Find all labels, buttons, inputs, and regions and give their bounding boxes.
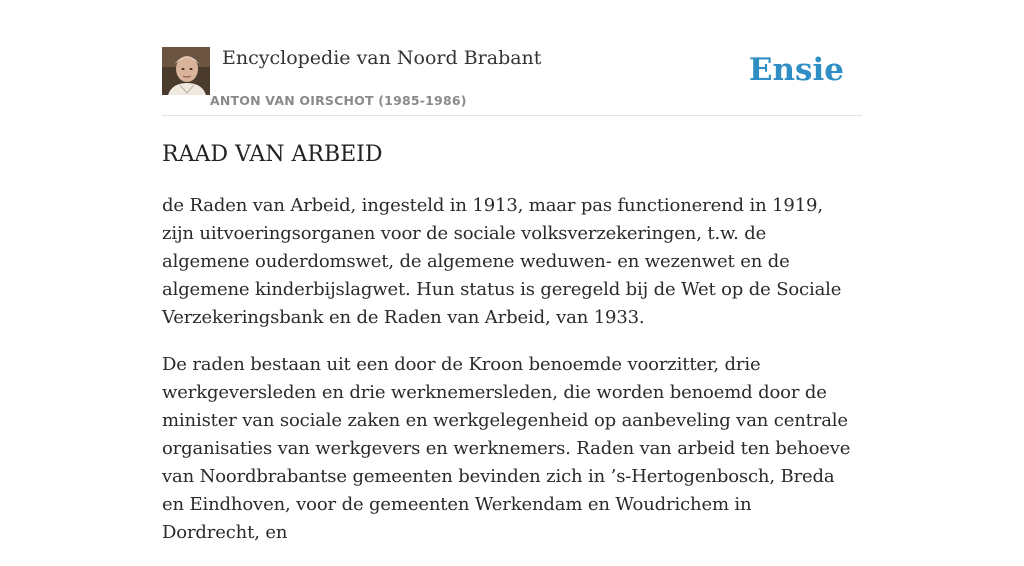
article-paragraph: de Raden van Arbeid, ingesteld in 1913, maar pas functionerend in 1919, zijn uitvoeringsorganen voor de sociale volksverzekeringen, t.w. de algemene ouderdomswet, de algemene weduwen- en wezenwet en de algemene kinderbijslagwet. Hun status is geregeld bij de Wet op de Sociale Verzekeringsbank en de Raden van Arbeid, van 1933. xyxy=(162,195,842,328)
article-paragraph: De raden bestaan uit een door de Kroon benoemde voorzitter, drie werkgeversleden en drie werknemersleden, die worden benoemd door de minister van sociale zaken en werkgelegenheid op aanbeveling van centrale organisaties van werkgevers en werknemers. Raden van arbeid ten behoeve van Noordbrabantse gemeenten bevinden zich in ’s-Hertogenbosch, Breda en Eindhoven, voor de gemeenten Werkendam en Woudrichem in Dordrecht, en xyxy=(162,354,851,543)
author-portrait-icon xyxy=(162,47,210,95)
encyclopedia-title[interactable]: Encyclopedie van Noord Brabant xyxy=(222,47,542,69)
header xyxy=(162,44,862,116)
article-body xyxy=(162,192,852,566)
author-avatar[interactable] xyxy=(162,47,210,95)
author-name[interactable]: ANTON VAN OIRSCHOT (1985-1986) xyxy=(210,93,467,108)
article-title: RAAD VAN ARBEID xyxy=(162,142,383,167)
ensie-logo[interactable]: Ensie xyxy=(748,52,844,88)
